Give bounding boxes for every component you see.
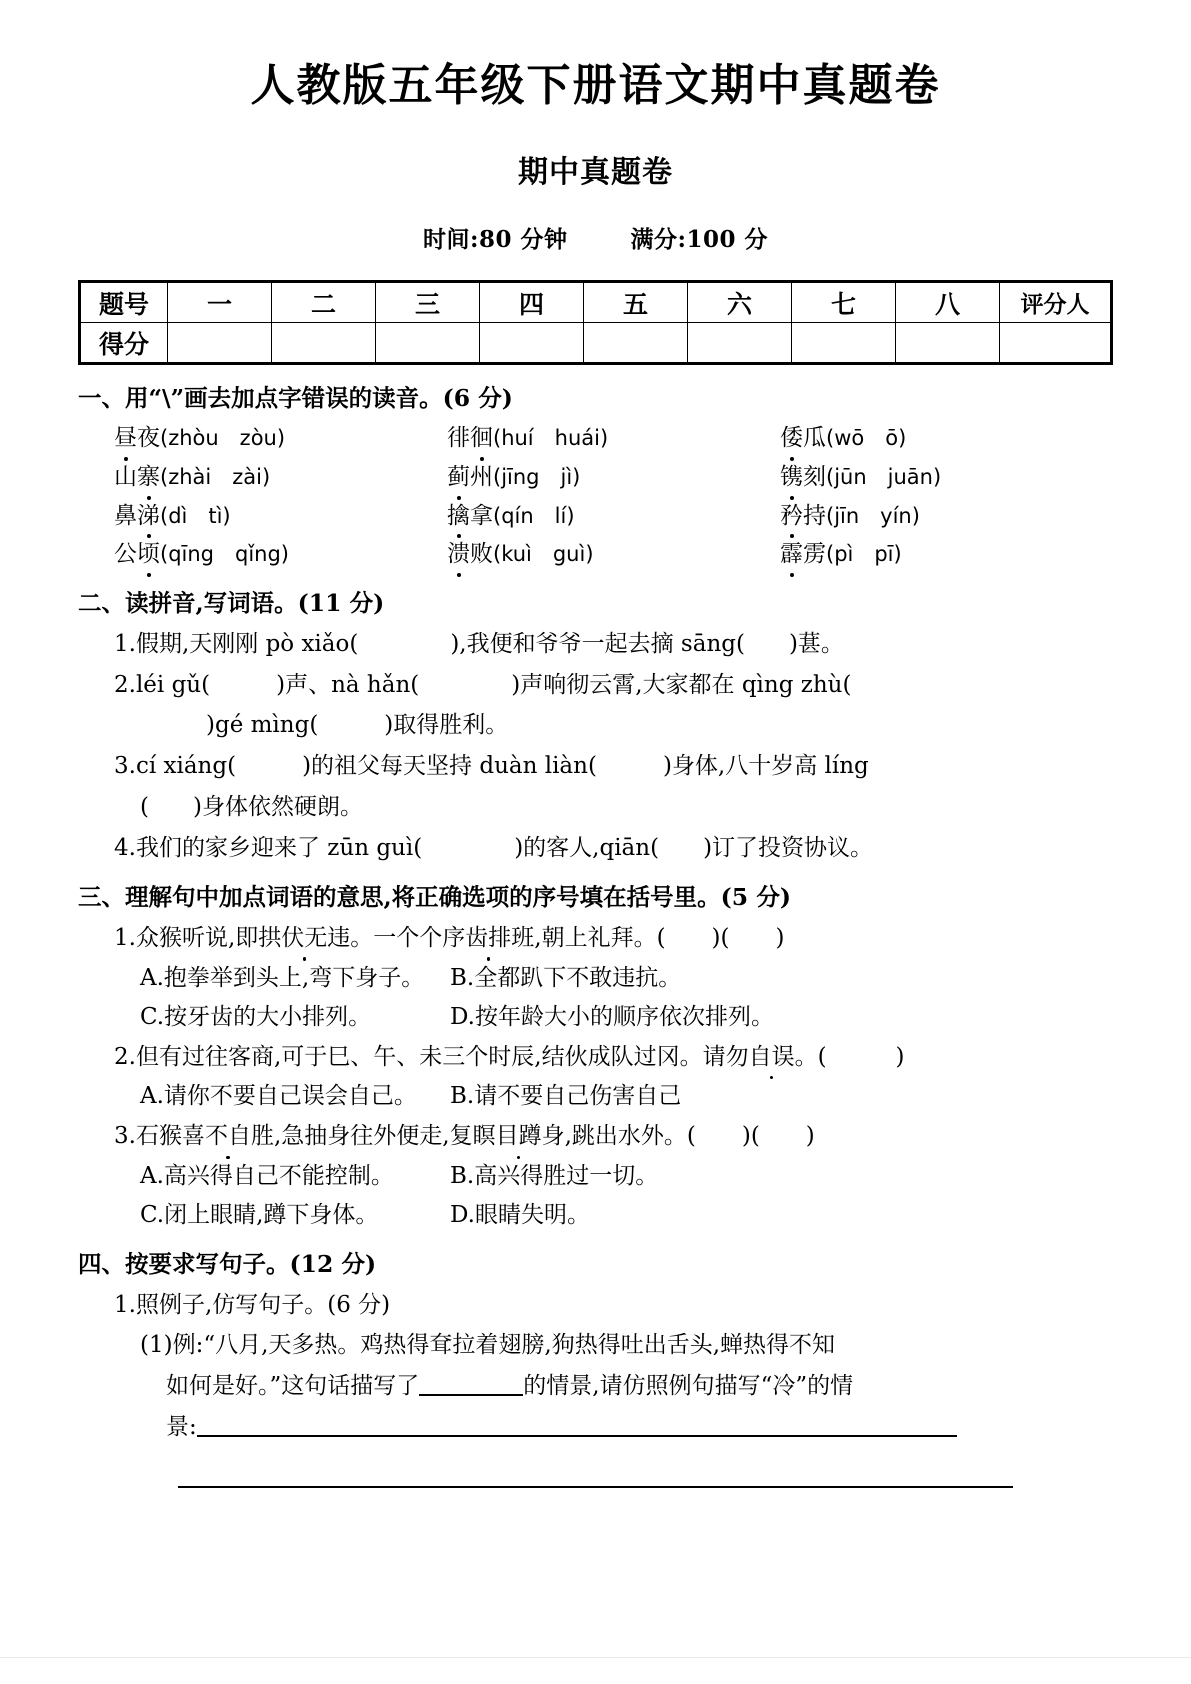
col-header-5: 五 <box>584 282 688 323</box>
question-text-part: cí xiáng( <box>135 753 237 780</box>
option-b[interactable] <box>450 964 681 994</box>
option-label: B. <box>450 1163 475 1189</box>
pinyin-item <box>114 463 447 493</box>
pinyin-choices[interactable]: (jīng jì) <box>493 464 581 489</box>
score-cell-1[interactable] <box>168 323 272 364</box>
question-text-part: )gé mìng( <box>206 712 319 739</box>
option-a[interactable] <box>140 1082 450 1112</box>
word-rest: 夜 <box>137 424 160 451</box>
question-text-part: 假期,天刚刚 pò xiǎo( <box>135 631 359 657</box>
question-2-1 <box>78 629 1113 661</box>
score-cell-6[interactable] <box>688 323 792 364</box>
question-4-1: 1.照例子,仿写句子。(6 分) <box>114 1291 391 1318</box>
option-d[interactable] <box>450 1003 774 1033</box>
section-three-heading: 三、理解句中加点词语的意思,将正确选项的序号填在括号里。(5 分) <box>78 883 791 912</box>
total-score: 满分:100 分 <box>630 226 769 253</box>
section-two-heading: 二、读拼音,写词语。(11 分) <box>78 589 385 618</box>
dotted-phrase-1: 喜不自胜 <box>182 1121 274 1153</box>
item-number: 2. <box>114 1043 136 1070</box>
question-3-3-stem <box>78 1121 1113 1153</box>
pinyin-row <box>78 463 1113 493</box>
option-row <box>78 1082 1113 1112</box>
item-number: 2. <box>114 671 136 698</box>
pinyin-item <box>447 540 780 570</box>
stem-text: ,跳出水外。 <box>564 1123 687 1150</box>
pinyin-choices[interactable]: (jūn juān) <box>826 464 942 489</box>
option-text: 抱拳举到头上,弯下身子。 <box>163 964 425 991</box>
question-text-part: )身体依然硬朗。 <box>192 793 363 820</box>
dotted-phrase-1: 拱伏无违 <box>258 923 350 955</box>
pinyin-item <box>114 424 447 454</box>
pinyin-item <box>780 424 1113 454</box>
pinyin-item <box>447 502 780 532</box>
question-text-part: )葚。 <box>788 631 844 657</box>
score-cell-7[interactable] <box>792 323 896 364</box>
word-rest: 持 <box>803 502 826 529</box>
dotted-char: 昼 <box>114 424 137 454</box>
pinyin-choices[interactable]: (wō ō) <box>826 425 907 450</box>
stem-text: 但有过往客商,可于巳、午、未三个时辰,结伙成队过冈。请勿 <box>135 1043 749 1070</box>
pinyin-choices[interactable]: (qīng qǐng) <box>160 542 289 567</box>
question-2-4 <box>78 833 1113 865</box>
option-label: A. <box>140 964 164 991</box>
question-2-3-line2 <box>78 792 1113 824</box>
option-row <box>78 1162 1113 1192</box>
col-header-7: 七 <box>792 282 896 323</box>
dotted-char: 镌 <box>780 463 803 493</box>
question-text-part: )订了投资协议。 <box>703 834 874 861</box>
option-text: 请你不要自己误会自己。 <box>163 1083 417 1110</box>
option-label: D. <box>450 1003 475 1030</box>
score-cell-4[interactable] <box>480 323 584 364</box>
option-text: 全都趴下不敢违抗。 <box>474 964 682 991</box>
stem-text: ,朝上礼拜。 <box>534 925 657 952</box>
question-3-1-stem <box>78 923 1113 955</box>
option-text: 高兴得胜过一切。 <box>474 1163 659 1189</box>
pinyin-item <box>447 424 780 454</box>
dotted-char: 徊 <box>470 424 493 454</box>
table-row-scores <box>80 323 1112 364</box>
item-number: 1. <box>114 925 136 952</box>
item-number: 1. <box>114 631 136 657</box>
score-cell-8[interactable] <box>896 323 1000 364</box>
option-a[interactable] <box>140 964 450 994</box>
question-text-part: )身体,八十岁高 líng <box>662 753 869 780</box>
row-header-score: 得分 <box>80 323 168 364</box>
pinyin-choices[interactable]: (kuì guì) <box>493 542 594 567</box>
option-text: 按牙齿的大小排列。 <box>164 1003 372 1030</box>
pinyin-item <box>780 463 1113 493</box>
option-a[interactable] <box>140 1162 450 1192</box>
page-title: 人教版五年级下册语文期中真题卷 <box>250 60 941 111</box>
item-number: 3. <box>114 753 136 780</box>
word-head: 徘 <box>447 424 470 451</box>
pinyin-item <box>780 540 1113 570</box>
question-text-part: )取得胜利。 <box>384 712 509 739</box>
page-footer <box>0 1657 1191 1684</box>
stem-text: 。 <box>794 1043 818 1070</box>
option-row <box>78 1201 1113 1231</box>
option-row <box>78 1003 1113 1033</box>
col-header-1: 一 <box>168 282 272 323</box>
answer-label: 景: <box>166 1413 197 1440</box>
score-table <box>78 280 1113 365</box>
time-limit: 时间:80 分钟 <box>422 226 568 253</box>
pinyin-choices[interactable]: (qín lí) <box>493 503 575 528</box>
answer-parentheses[interactable]: ( ) <box>817 1043 905 1070</box>
page-subtitle: 期中真题卷 <box>518 155 673 190</box>
word-head: 鼻 <box>114 502 137 529</box>
option-row <box>78 964 1113 994</box>
pinyin-row <box>78 502 1113 532</box>
pinyin-choices[interactable]: (dì tì) <box>160 503 231 528</box>
col-header-8: 八 <box>896 282 1000 323</box>
dotted-char: 寨 <box>137 463 160 493</box>
question-text-part: )声、nà hǎn( <box>276 671 420 698</box>
question-text-part: ( <box>140 793 149 820</box>
pinyin-item <box>780 502 1113 532</box>
question-4-1-1-line2 <box>78 1371 1113 1403</box>
dotted-char: 溃 <box>447 540 470 570</box>
answer-underline[interactable] <box>419 1372 523 1396</box>
answer-underline-full[interactable] <box>178 1485 1013 1488</box>
answer-parentheses[interactable]: ( )( ) <box>686 1123 815 1150</box>
item-number: 3. <box>114 1123 136 1150</box>
question-text-part: )的祖父每天坚持 duàn liàn( <box>302 753 597 780</box>
option-label: C. <box>140 1201 165 1228</box>
stem-text: 石猴 <box>135 1123 182 1150</box>
option-label: C. <box>140 1003 165 1030</box>
score-cell-evaluator[interactable] <box>1000 323 1112 364</box>
question-4-1-1-line1: (1)例:“八月,天多热。鸡热得耷拉着翅膀,狗热得吐出舌头,蝉热得不知 <box>140 1332 836 1359</box>
question-2-2-line1 <box>78 670 1113 702</box>
dotted-char: 倭 <box>780 424 803 454</box>
question-text-part: 我们的家乡迎来了 zūn guì( <box>135 834 423 861</box>
dotted-char: 顷 <box>137 540 160 570</box>
option-text: 闭上眼睛,蹲下身体。 <box>164 1201 379 1228</box>
stem-text: 。一个个 <box>350 925 443 952</box>
option-label: B. <box>450 964 475 991</box>
option-text: 眼睛失明。 <box>474 1201 590 1228</box>
example-text-part: 如何是好。”这句话描写了 <box>166 1372 420 1399</box>
pinyin-choices[interactable]: (zhòu zòu) <box>160 425 286 450</box>
option-b[interactable] <box>450 1082 681 1112</box>
question-2-2-line2 <box>78 710 1113 742</box>
pinyin-choices[interactable]: (jīn yín) <box>826 503 920 528</box>
exam-meta <box>78 191 1113 254</box>
word-rest: 雳 <box>803 541 826 568</box>
word-rest: 败 <box>470 541 493 568</box>
example-text-part: 的情景,请仿照例句描写“冷”的情 <box>523 1372 854 1399</box>
section-one-heading: 一、用“\”画去加点字错误的读音。(6 分) <box>78 384 513 412</box>
stem-text: ,急抽身往外便走,复 <box>273 1123 473 1150</box>
option-label: D. <box>450 1201 475 1228</box>
option-text: 高兴得自己不能控制。 <box>163 1163 394 1189</box>
table-row-question-numbers <box>80 282 1112 323</box>
option-text: 请不要自己伤害自己 <box>474 1083 682 1110</box>
score-cell-5[interactable] <box>584 323 688 364</box>
question-text-part: léi gǔ( <box>135 671 211 698</box>
dotted-char: 矜 <box>780 502 803 532</box>
stem-text: 众猴听说,即 <box>135 925 259 952</box>
word-rest: 刻 <box>803 463 826 490</box>
option-label: A. <box>140 1083 164 1110</box>
option-label: B. <box>450 1083 475 1110</box>
question-4-1-1-line3 <box>78 1412 1113 1444</box>
option-b[interactable] <box>450 1162 658 1192</box>
dotted-phrase-2: 序齿排班 <box>442 923 534 955</box>
option-c[interactable] <box>140 1003 450 1033</box>
pinyin-row <box>78 540 1113 570</box>
word-head: 山 <box>114 463 137 490</box>
option-text: 按年龄大小的顺序依次排列。 <box>474 1003 774 1030</box>
question-2-3-line1 <box>78 751 1113 783</box>
score-cell-2[interactable] <box>272 323 376 364</box>
score-table-wrapper <box>78 254 1113 365</box>
dotted-char: 擒 <box>447 502 470 532</box>
dotted-char: 蓟 <box>447 463 470 493</box>
section-four-heading: 四、按要求写句子。(12 分) <box>78 1249 377 1278</box>
question-text-part: )声响彻云霄,大家都在 qìng zhù( <box>511 671 852 698</box>
col-header-2: 二 <box>272 282 376 323</box>
answer-underline[interactable] <box>197 1413 957 1437</box>
pinyin-row <box>78 424 1113 454</box>
question-3-2-stem <box>78 1042 1113 1074</box>
dotted-phrase-2: 瞑目蹲身 <box>473 1121 565 1153</box>
question-text-part: ),我便和爷爷一起去摘 sāng( <box>450 631 745 657</box>
word-rest: 拿 <box>470 502 493 529</box>
pinyin-item <box>114 502 447 532</box>
col-header-3: 三 <box>376 282 480 323</box>
word-rest: 瓜 <box>803 424 826 451</box>
answer-parentheses[interactable]: ( )( ) <box>656 925 785 952</box>
pinyin-choices[interactable]: (zhài zài) <box>160 464 271 489</box>
dotted-char: 霹 <box>780 540 803 570</box>
pinyin-item <box>114 540 447 570</box>
option-c[interactable] <box>140 1201 450 1231</box>
item-number: 4. <box>114 834 136 861</box>
pinyin-choices[interactable]: (pì pī) <box>826 542 902 567</box>
score-cell-3[interactable] <box>376 323 480 364</box>
dotted-phrase-1: 自误 <box>749 1042 795 1074</box>
col-header-6: 六 <box>688 282 792 323</box>
dotted-char: 涕 <box>137 502 160 532</box>
col-header-4: 四 <box>480 282 584 323</box>
word-rest: 州 <box>470 463 493 490</box>
option-label: A. <box>140 1163 164 1189</box>
option-d[interactable] <box>450 1201 590 1231</box>
col-header-evaluator: 评分人 <box>1000 282 1112 323</box>
pinyin-item <box>447 463 780 493</box>
row-header-question-no: 题号 <box>80 282 168 323</box>
question-text-part: )的客人,qiān( <box>514 834 660 861</box>
pinyin-choices[interactable]: (huí huái) <box>493 425 609 450</box>
word-head: 公 <box>114 541 137 568</box>
